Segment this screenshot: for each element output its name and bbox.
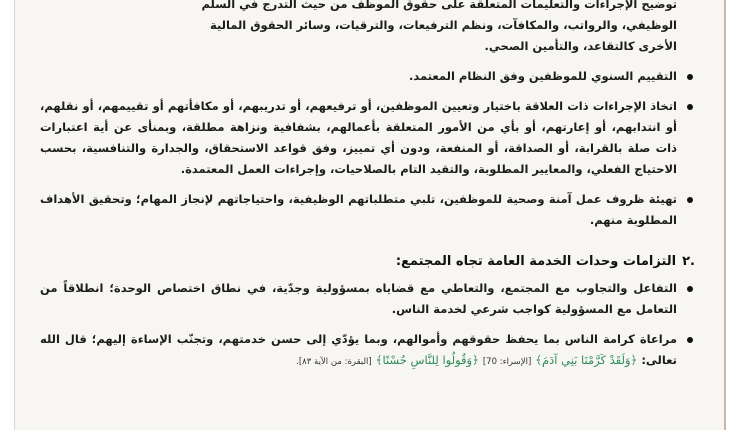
community-obligations-list [40,278,695,373]
list-item: التفاعل والتجاوب مع المجتمع، والتعاطي مع قضاياه بمسؤولية وجدّية، في نطاق اختصاص الوحدة؛ انطلاقاً من التعامل مع المسؤولية كواجب شرعي لخدمة الناس. [40,278,695,320]
quran-verse-2: ﴿وَقُولُوا لِلنَّاسِ حُسْنًا﴾ [375,353,479,367]
list-item: تهيئة ظروف عمل آمنة وصحية للموظفين، تلبي متطلباتهم الوظيفية، واحتياجاتهم لإنجاز المهام؛ وتحقيق الأهداف المطلوبة منهم. [40,189,695,231]
verse-reference-1: [الإسراء: 70] [482,357,532,367]
employee-duties-list [40,66,695,231]
verse-intro-text: مراعاة كرامة الناس بما يحفظ حقوقهم وأموالهم، وبما يؤدّي إلى حسن خدمتهم، وتجنّب الإساءة إليهم؛ قال الله تعالى: [40,332,677,367]
top-line-1: توضيح الإجراءات والتعليمات المتعلقة على حقوق الموظف من حيث التدرج في السلم [201,0,677,11]
section-number: .٢ [682,254,695,269]
list-item: التقييم السنوي للموظفين وفق النظام المعتمد. [40,66,695,87]
section-heading [40,251,695,273]
verse-reference-2: [البقرة: من الآية ٨٣]. [296,357,372,367]
quran-verse-1: ﴿وَلَقَدْ كَرَّمْنَا بَنِي آدَمَ﴾ [535,353,638,367]
top-line-3: الأخرى كالتقاعد، والتأمين الصحي. [484,39,677,53]
section-title: التزامات وحدات الخدمة العامة تجاه المجتمع: [395,254,677,269]
left-margin-line [14,0,15,430]
list-item: اتخاذ الإجراءات ذات العلاقة باختيار وتعيين الموظفين، أو ترفيعهم، أو تدريبهم، أو مكافأتهم أو تقييمهم، أو نقلهم، أو انتدابهم، أو إعارتهم، أو بأي من الأمور المتعلقة بأعمالهم، بشفافية ونزاهة مطلقة، وبمنأى عن أية اعتبارات ذات صلة بالقرابة، أو الصداقة، أو المنفعة، ودون أي تمييز، وفق قواعد الاستحقاق، والجدارة والتنافسية، بحسب الاحتياج الفعلي، والمعايير المطلوبة، والتقيد التام بالصلاحيات، وإجراءات العمل المعتمدة. [40,96,695,180]
right-margin-line [724,0,726,430]
top-paragraph [40,0,695,57]
document-body [40,0,695,373]
list-item-verses [40,329,695,373]
top-line-2: الوظيفي، والرواتب، والمكافآت، ونظم الترفيعات، والترقيات، وسائر الحقوق المالية [209,18,677,32]
